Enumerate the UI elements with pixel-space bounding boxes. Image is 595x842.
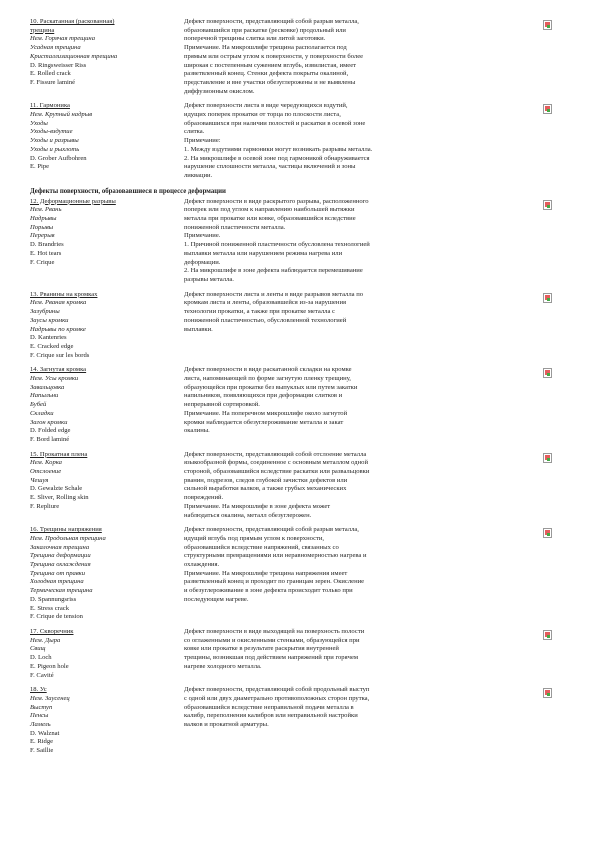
defect-synonym: D. Ringsweisser Riss bbox=[30, 61, 87, 69]
defect-title: 14. Загнутая кромка bbox=[30, 366, 87, 374]
defect-synonym: D. Grober Aufbohren bbox=[30, 154, 87, 162]
description-line: разветвленный конец. Стенки дефекта покрыты окалиной, bbox=[184, 70, 349, 78]
description-line: рванин, подрезов, следов глубокой зачистки дефектов или bbox=[184, 476, 348, 484]
defect-title: 11. Гармоника bbox=[30, 102, 70, 110]
section-header: Дефекты поверхности, образовавшиеся в процессе деформации bbox=[30, 187, 226, 195]
defect-synonym: Надрывы по кромке bbox=[30, 325, 86, 333]
broken-image-icon bbox=[543, 104, 552, 114]
defect-synonym: Закалочная трещина bbox=[30, 543, 90, 551]
defect-synonym: E. Sliver, Rolling skin bbox=[30, 494, 89, 502]
defect-title: 10. Раскатанная (раскованная) bbox=[30, 18, 115, 25]
description-line: Дефект поверхности, представляющий собой разрыв металла, bbox=[184, 526, 359, 534]
defect-synonym: Надрывы bbox=[30, 215, 57, 223]
description-line: охлаждения. bbox=[184, 561, 220, 569]
defect-image-cell bbox=[482, 102, 552, 114]
description-line: диффузионным окислом. bbox=[184, 87, 255, 95]
description-line: наблюдаться окалина, металл обезуглерожен. bbox=[184, 511, 312, 519]
defect-synonym: E. Ridge bbox=[30, 738, 54, 746]
defect-description bbox=[178, 686, 482, 730]
defect-terms bbox=[30, 291, 178, 361]
broken-image-icon bbox=[543, 20, 552, 30]
description-line: последующем нагреве. bbox=[184, 595, 249, 603]
description-line: прямым или острым углом к поверхности, у поверхности более bbox=[184, 52, 364, 60]
description-line: Дефект поверхности в виде выходящей на поверхность полости bbox=[184, 628, 365, 635]
broken-image-icon bbox=[543, 528, 552, 538]
defect-synonym: Уходы и разрывы bbox=[30, 137, 79, 145]
description-line: выплавки металла или нарушением режима нагрева или bbox=[184, 249, 343, 257]
description-line: Примечание. На поперечном микрошлифе около загнутой bbox=[184, 409, 348, 417]
defect-synonym: F. Crique de tension bbox=[30, 613, 83, 621]
description-line: идущих поперек прокатки от торца по плоскости листа, bbox=[184, 111, 341, 119]
defect-entry bbox=[30, 526, 555, 622]
defect-synonym: F. Cavité bbox=[30, 671, 54, 679]
defect-terms bbox=[30, 18, 178, 88]
defect-synonym: Холодная трещина bbox=[30, 578, 84, 586]
defect-entry bbox=[30, 198, 555, 285]
description-line: непрерывной сортировкой. bbox=[184, 401, 260, 409]
defect-image-cell bbox=[482, 18, 552, 30]
description-line: Примечание. На микрошлифе в зоне дефекта может bbox=[184, 502, 331, 510]
description-line: сильной выработки валков, а также грубых механических bbox=[184, 485, 347, 493]
defect-synonym: D. Spannungsriss bbox=[30, 595, 77, 603]
defect-synonym: D. Gewalzte Schale bbox=[30, 485, 83, 493]
defect-synonym: D. Kantenries bbox=[30, 334, 67, 342]
defect-synonym: E. Stress crack bbox=[30, 604, 69, 612]
description-line: с одной или двух диаметрально противоположных сторон прутка, bbox=[184, 694, 370, 702]
description-line: структурными превращениями или неравномерностью нагрева и bbox=[184, 552, 367, 560]
defect-synonym: Нем. Дыра bbox=[30, 636, 61, 644]
description-line: Дефект поверхности, представляющий собой разрыв металла, bbox=[184, 18, 359, 25]
defect-description bbox=[178, 526, 482, 604]
description-line: Примечание: bbox=[184, 137, 221, 145]
defect-entry bbox=[30, 291, 555, 361]
defect-synonym: Нем. Рваная кромка bbox=[30, 299, 87, 307]
defect-terms bbox=[30, 198, 178, 268]
description-line: Примечание. На микрошлифе трещина располагается под bbox=[184, 44, 347, 52]
defect-terms bbox=[30, 366, 178, 444]
broken-image-icon bbox=[543, 293, 552, 303]
defect-synonym: F. Fissure laminé bbox=[30, 78, 76, 86]
defect-synonym: F. Crique sur les bords bbox=[30, 351, 90, 359]
description-line: нарушение сплошности металла, частицы включений и зоны bbox=[184, 163, 356, 171]
defect-terms bbox=[30, 628, 178, 680]
defect-synonym: Усадная трещина bbox=[30, 44, 81, 52]
defect-synonym: Уходы и рыхлоть bbox=[30, 145, 80, 153]
description-line: Дефект поверхности листа в виде чередующихся вздутий, bbox=[184, 102, 348, 110]
description-line: напильников, появляющихся при деформации слитков и bbox=[184, 392, 343, 400]
description-line: Дефект поверхности, представляющий собой отслоение металла bbox=[184, 450, 367, 458]
defect-synonym: F. Crique bbox=[30, 258, 55, 266]
document-page bbox=[30, 18, 555, 762]
defect-synonym: Нем. Усы кромки bbox=[30, 375, 79, 383]
defect-synonym: Уходы bbox=[30, 119, 48, 127]
description-line: окалины. bbox=[184, 427, 210, 435]
defect-title: 15. Прокатная плена bbox=[30, 450, 88, 458]
description-line: Дефект поверхности в виде раскрытого разрыва, расположенного bbox=[184, 197, 369, 205]
description-line: пониженной пластичностью, обусловленной технологией bbox=[184, 316, 347, 324]
defect-synonym: Нем. Рвань bbox=[30, 206, 62, 214]
defect-synonym: Отслоение bbox=[30, 468, 62, 476]
defect-title: 16. Трещины напряжения bbox=[30, 526, 102, 534]
defect-terms bbox=[30, 102, 178, 172]
description-line: образовавшийся при раскатке (ресковке) продольный или bbox=[184, 26, 346, 34]
defect-synonym: E. Cracked edge bbox=[30, 342, 74, 350]
broken-image-icon bbox=[543, 453, 552, 463]
broken-image-icon bbox=[543, 688, 552, 698]
defect-synonym: E. Pipe bbox=[30, 163, 50, 171]
description-line: 2. На микрошлифе в зоне дефекта наблюдается перемешивание bbox=[184, 267, 363, 275]
description-line: кромки наблюдается обезуглероживание металла и закат bbox=[184, 418, 344, 426]
description-line: металла при прокатке или ковке, образовавшийся вследствие bbox=[184, 215, 356, 223]
defect-synonym: Ламель bbox=[30, 721, 51, 729]
defect-description bbox=[178, 451, 482, 521]
defect-synonym: Уходы-вздутие bbox=[30, 128, 73, 136]
description-line: поперечной трещины слитка или литой заготовки. bbox=[184, 35, 326, 43]
description-line: представление и вне участки обезуглерожены и не выявлены bbox=[184, 78, 356, 86]
description-line: 2. На микрошлифе в осевой зоне под гармоникой обнаруживается bbox=[184, 154, 370, 162]
description-line: кромкам листа и ленты, образовавшейся из-за нарушения bbox=[184, 299, 347, 307]
description-line: Примечание. На микрошлифе трещина напряжения имеет bbox=[184, 569, 348, 577]
defect-synonym: Перерыв bbox=[30, 232, 55, 240]
defect-synonym: Порывы bbox=[30, 223, 54, 231]
description-line: образовавшихся при наличии полостей и раскатки в осевой зоне bbox=[184, 119, 366, 127]
defect-entry bbox=[30, 628, 555, 680]
defect-list-b bbox=[30, 198, 555, 756]
defect-synonym: E. Hot tears bbox=[30, 249, 62, 257]
defect-synonym: Термическая трещина bbox=[30, 587, 93, 595]
defect-entry bbox=[30, 366, 555, 444]
defect-synonym: Нем. Продольная трещина bbox=[30, 534, 106, 542]
defect-synonym: F. Saillie bbox=[30, 747, 54, 755]
defect-synonym: Нем. Горячая трещина bbox=[30, 35, 95, 43]
broken-image-icon bbox=[543, 368, 552, 378]
description-line: Примечание. bbox=[184, 232, 221, 240]
defect-synonym: Складки bbox=[30, 409, 54, 417]
description-line: повреждений. bbox=[184, 494, 224, 502]
defect-description bbox=[178, 198, 482, 285]
defect-synonym: Пенсы bbox=[30, 712, 49, 720]
description-line: и обезуглероживание в зоне дефекта происходит только при bbox=[184, 587, 353, 595]
description-line: нагреве холодного металла. bbox=[184, 662, 262, 670]
description-line: трещины, возникшая под действием напряжений при горячем bbox=[184, 654, 359, 662]
description-line: разветвленный конец и проходит по границам зерен. Окисление bbox=[184, 578, 365, 586]
defect-synonym: Нем. Крупный надрыв bbox=[30, 111, 93, 119]
defect-title: 13. Рванины на кромках bbox=[30, 290, 98, 298]
defect-description bbox=[178, 628, 482, 672]
description-line: поперек или под углом к направлению наибольшей вытяжки bbox=[184, 206, 355, 214]
defect-image-cell bbox=[482, 686, 552, 698]
description-line: Дефект поверхности в виде раскатанной складки на кромке bbox=[184, 366, 352, 374]
description-line: образовавшийся вследствие неправильной подачи металла в bbox=[184, 703, 354, 711]
defect-description bbox=[178, 18, 482, 96]
defect-image-cell bbox=[482, 198, 552, 210]
defect-synonym: Бубей bbox=[30, 401, 47, 409]
broken-image-icon bbox=[543, 200, 552, 210]
defect-synonym: E. Pigeon hole bbox=[30, 662, 69, 670]
defect-synonym: E. Rolled crack bbox=[30, 70, 71, 78]
defect-synonym: Нем. Корка bbox=[30, 459, 62, 467]
defect-synonym: Нем. Заусенец bbox=[30, 694, 70, 702]
description-line: слитка. bbox=[184, 128, 205, 136]
description-line: Дефект поверхности, представляющий собой продольный выступ bbox=[184, 686, 370, 694]
description-line: ковке или прокатке в результате раскрытия внутренней bbox=[184, 645, 339, 653]
description-line: калибр, переполнения калибров или неправильной настройки bbox=[184, 712, 358, 720]
defect-title: 12. Деформационные разрывы bbox=[30, 197, 116, 205]
defect-terms bbox=[30, 526, 178, 622]
description-line: широкая с постепенным сужением вглубь, извилистая, имеет bbox=[184, 61, 357, 69]
description-line: ликвации. bbox=[184, 171, 213, 179]
defect-description bbox=[178, 102, 482, 180]
description-line: разрывы металла. bbox=[184, 275, 234, 283]
defect-description bbox=[178, 291, 482, 335]
defect-image-cell bbox=[482, 526, 552, 538]
defect-synonym: F. Repliure bbox=[30, 502, 60, 510]
description-line: 1. Между вздутиями гармоники могут возникать разрывы металла. bbox=[184, 145, 373, 153]
description-line: 1. Причиной пониженной пластичности обусловлена технологией bbox=[184, 241, 370, 249]
defect-terms bbox=[30, 686, 178, 756]
defect-entry bbox=[30, 686, 555, 756]
defect-synonym: Кристаллизационная трещина bbox=[30, 52, 118, 60]
defect-entry bbox=[30, 451, 555, 521]
description-line: образующейся при прокатке без выпуклых или путем закатки bbox=[184, 383, 358, 391]
description-line: языкообразной формы, соединенное с основным металлом одной bbox=[184, 459, 368, 467]
defect-title: 17. Скворечник bbox=[30, 628, 74, 635]
defect-synonym: Напыльни bbox=[30, 392, 59, 400]
defect-synonym: Свищ bbox=[30, 645, 46, 653]
defect-entry bbox=[30, 18, 555, 96]
defect-synonym: Выступ bbox=[30, 703, 53, 711]
defect-image-cell bbox=[482, 451, 552, 463]
defect-synonym: D. Folded edge bbox=[30, 427, 71, 435]
description-line: идущий вглубь под прямым углом к поверхности, bbox=[184, 534, 325, 542]
defect-entry bbox=[30, 102, 555, 180]
defect-synonym: Трещина деформации bbox=[30, 552, 91, 560]
defect-synonym: Заусы кромки bbox=[30, 316, 69, 324]
defect-description bbox=[178, 366, 482, 436]
description-line: Дефект поверхности листа и ленты в виде разрывов металла по bbox=[184, 290, 364, 298]
broken-image-icon bbox=[543, 630, 552, 640]
defect-synonym: D. Walznat bbox=[30, 729, 60, 737]
defect-image-cell bbox=[482, 291, 552, 303]
description-line: пониженной пластичности металла. bbox=[184, 223, 286, 231]
description-line: со оглаженными и окисленными стенками, образующейся при bbox=[184, 636, 360, 644]
defect-synonym: Завальцовка bbox=[30, 383, 65, 391]
description-line: технологии прокатки, а также при прокатке металла с bbox=[184, 308, 335, 316]
description-line: деформации. bbox=[184, 258, 221, 266]
defect-image-cell bbox=[482, 366, 552, 378]
defect-image-cell bbox=[482, 628, 552, 640]
defect-synonym: Чешуя bbox=[30, 476, 49, 484]
defect-synonym: Зазубрины bbox=[30, 308, 60, 316]
defect-synonym: Трещина охлаждения bbox=[30, 561, 91, 569]
defect-synonym: Загон кромки bbox=[30, 418, 68, 426]
defect-synonym: трещина bbox=[30, 26, 55, 34]
description-line: выплавки. bbox=[184, 325, 213, 333]
defect-list-a bbox=[30, 18, 555, 181]
defect-terms bbox=[30, 451, 178, 512]
description-line: листа, напоминающей по форме загнутую пленку трещину, bbox=[184, 375, 351, 383]
defect-synonym: Трещина от правки bbox=[30, 569, 86, 577]
description-line: валков и прокатной арматуры. bbox=[184, 721, 269, 729]
defect-synonym: F. Bord laminé bbox=[30, 435, 70, 443]
description-line: стороной, образовавшийся вследствие раскатки или развальцовки bbox=[184, 468, 370, 476]
defect-synonym: D. Brandries bbox=[30, 241, 64, 249]
description-line: образовавшийся вследствие напряжений, связанных со bbox=[184, 543, 339, 551]
defect-title: 18. Ус bbox=[30, 686, 47, 694]
defect-synonym: D. Loch bbox=[30, 654, 52, 662]
